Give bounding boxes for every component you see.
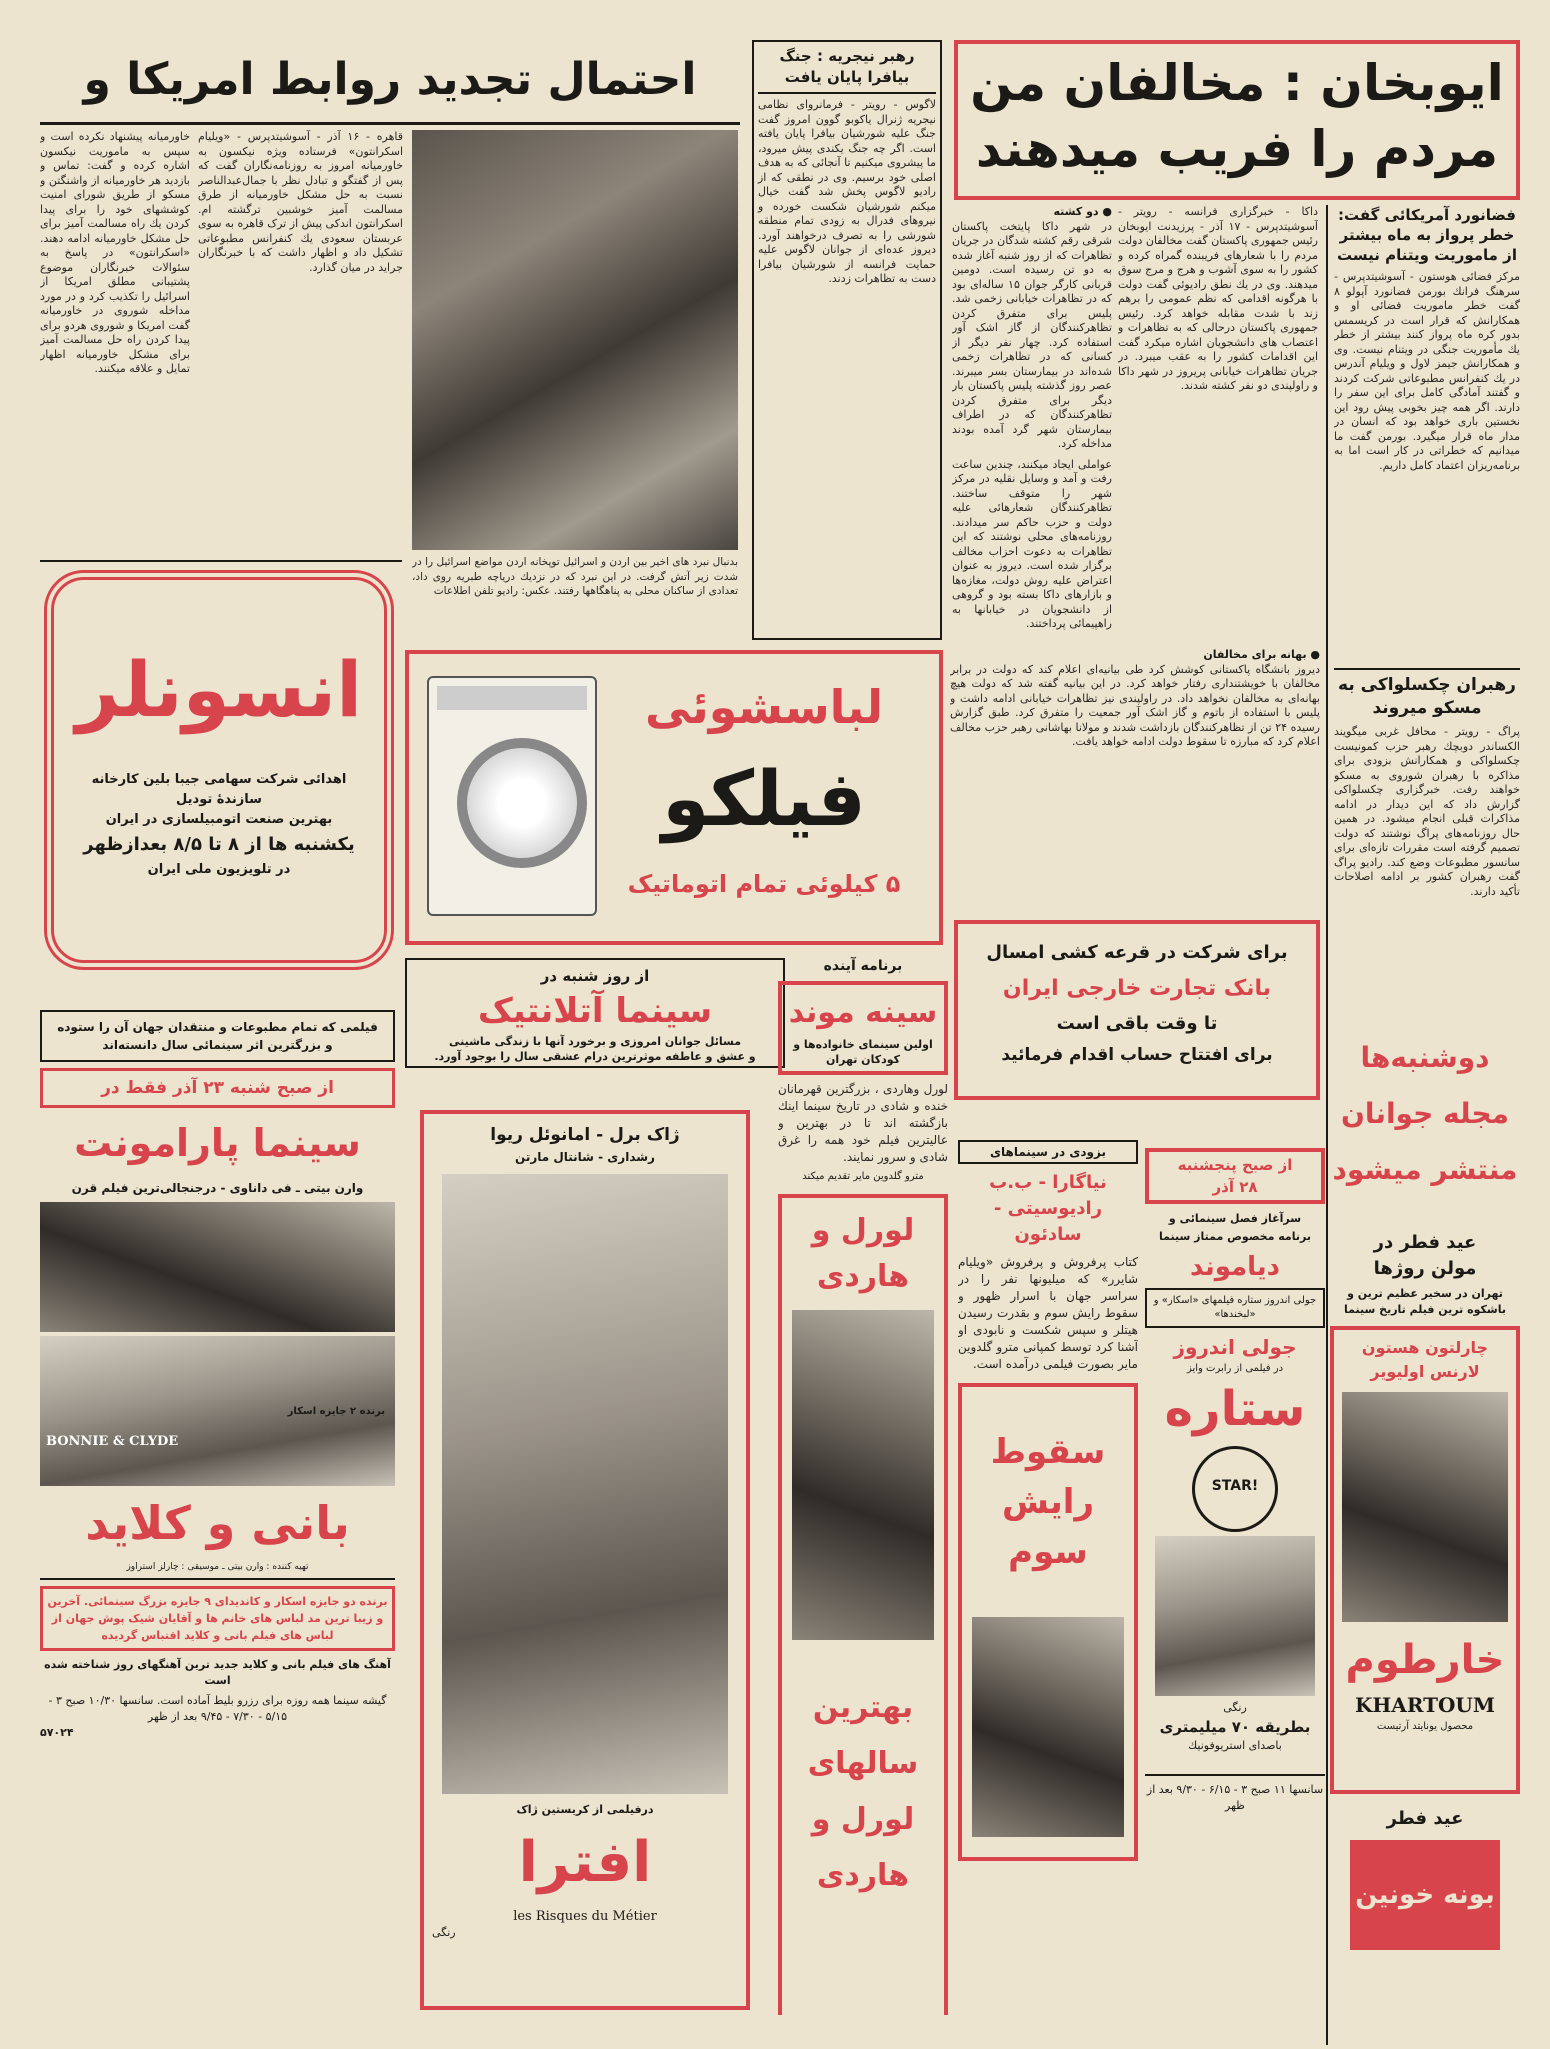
biafra-headline: رهبر نیجریه : جنگ بیافرا پایان یافت: [758, 46, 936, 94]
ad-diamond: [1145, 1148, 1325, 2018]
khartoum-head2: مولن روژها: [1373, 1258, 1477, 1279]
bonnie-clyde-logo: BONNIE & CLYDE: [46, 1434, 179, 1449]
atlantic-cinema: سینما آتلانتیک: [477, 991, 713, 1031]
ad-niagara: [958, 1140, 1138, 2010]
aftera-photo: [442, 1174, 728, 1794]
paramount-cinema: سینما پارامونت: [74, 1121, 361, 1165]
ayub-headline-line2: مردم را فریب میدهند: [975, 120, 1499, 178]
ad-bank: [954, 920, 1320, 1100]
paramount-intro2: و بزرگترین اثر سینمائی سال دانسته‌اند: [102, 1038, 333, 1052]
paramount-photo-top: [40, 1202, 395, 1332]
ad-mond: [778, 955, 948, 2015]
ansonler-line3: یکشنبه ها از ۸ تا ۸/۵ بعدازظهر: [83, 834, 355, 855]
laurel-hardy-photo: [792, 1310, 934, 1640]
paramount-title: بانی و کلاید: [85, 1496, 350, 1550]
niagara-head: بزودی در سینماهای: [958, 1140, 1138, 1164]
mond-poster-bottom: بهترین سالهای لورل و هاردی: [807, 1690, 919, 1893]
paramount-song: آهنگ های فیلم بانی و کلاید جدید ترین آهنگهای روز شناخته شده است: [44, 1658, 391, 1687]
ansonler-title: انسونلر: [75, 645, 363, 734]
news-photo: [412, 130, 738, 550]
paramount-stars: وارن بیتی ـ فی داناوی - درجنجالی‌ترین فیلم قرن: [71, 1181, 364, 1195]
paramount-photo-bottom: [40, 1336, 395, 1486]
ad-javanan: [1330, 1030, 1520, 1220]
mond-box: [778, 981, 948, 1075]
ansonler-line4: در تلویزیون ملی ایران: [147, 862, 291, 877]
diamond-color: رنگی: [1223, 1701, 1247, 1714]
ad-ansonler: [44, 570, 394, 970]
paramount-intro: [40, 1010, 395, 1062]
diamond-tech: بطریقه ۷۰ میلیمتری: [1159, 1718, 1311, 1736]
khartoum-logo: KHARTOUM: [1355, 1693, 1495, 1717]
diamond-sub3: در فیلمی از رابرت وایز: [1186, 1363, 1284, 1374]
ad-philco: [405, 650, 943, 945]
photo-caption: بدنبال نبرد های اخیر بین اردن و اسرائیل توپخانه اردن مواضع اسرائیل را در شدت زیر آتش گرفت. در این نبرد که در نزدیك دریاچه طبریه روی داد، تعدادی از ساکنان محلی به پناهگاهها رفتند. عکس: رادیو تلفن اطلاعات: [412, 556, 738, 597]
ayub-col1: داکا - خبرگزاری فرانسه - رویتر - آسوشیتدپرس - ۱۷ آذر - پرزیدنت ایوبخان رئیس جمهوری پاکستان گفت مخالفان دولت مردم را با شعارهای فریبنده گمراه کرده و کشور را به سوی آشوب و هرج و مرج سوق میدهند. وی در یك نطق رادیوئی گفت دولت با هرگونه اقدامی که نظم عمومی را برهم زند با شدت مقابله خواهد کرد. رئیس جمهوری پاکستان درحالی که به تظاهرات و اعتصاب های دانشجویان اشاره میکرد گفت این اقدامات کشور را به عقب میبرد. در جریان تظاهرات خیابانی پریروز در شهر داکا و راولپندی دو نفر کشته شدند.: [1118, 205, 1318, 392]
diamond-star: جولی اندروز: [1173, 1335, 1297, 1359]
aftera-credit: درفیلمی از کریستین ژاک: [516, 1803, 654, 1816]
washer-image: [427, 676, 597, 916]
aftera-logo: les Risques du Métier: [513, 1909, 657, 1924]
biafra-body: لاگوس - رویتر - فرمانروای نظامی نیجریه ژنرال یاکوبو گوون امروز گفت جنگ علیه شورشیان بیافرا پایان یافته است. اگر چه جنگ یکندی پیش میرود، ما پیشروی میکنیم تا آنجائی که به هدف اصلی خود برسیم. وی در نطقی که از رادیو لاگوس پخش شد گفت خیال میکنم شورشیان شکست خورده و نیروهای فدرال به زودی تمام منطقه شورشی را به تصرف درخواهند آورد. دیروز عده‌ای از جوانان لاگوس علیه حمایت فرانسه از شورشیان بیافرا دست به تظاهرات زدند.: [758, 98, 936, 285]
niagara-body: کتاب پرفروش و پرفروش «ویلیام شایرر» که میلیونها نفر را در سراسر جهان با اسرار ظهور و سقوط رایش سوم و بقدرت رسیدن هیتلر و سپس شکست و نابودی او آشنا کرد توسط کمپانی مترو گلدوین مایر بصورت فیلمی درآمده است.: [958, 1255, 1138, 1371]
atlantic-sub2: و عشق و عاطفه موثرترین درام عشقی سال را بوجود آورد.: [434, 1050, 756, 1063]
reich-photo: [972, 1617, 1124, 1837]
khartoum-poster: [1330, 1326, 1520, 1794]
diamond-head2: ۲۸ آذر: [1212, 1178, 1258, 1196]
aftera-stars2: رشداری - شانتال مارتن: [515, 1150, 655, 1164]
philco-line3: ۵ کیلوئی تمام اتوماتیک: [627, 870, 901, 898]
ad-khartoum: [1330, 1230, 1520, 2020]
egypt-col-left: خاورمیانه پیشنهاد نکرده است و سپس به ماموریت نیکسون اشاره کرده و گفت: تماس و بازدید هر خاورمیانه از واشنگتن و مسکو از طریق شورای امنیت کوششهای خود را برای پیدا کردن یك راه مسالمت آمیز برای حل مشکل خاورمیانه ادامه دهند. «اسکرانتون» در پاسخ به سئوالات خبرنگاران موضوع پشتیبانی مطلق امریکا از اسرائیل را تکذیب کرد و در مورد مداخله شوروی در خاورمیانه گفت امریکا و شوروی هردو برای پیدا کردن راه حل مسالمت آمیز برای مشکل خاورمیانه اظهار تمایل و علاقه میکنند.: [40, 130, 190, 375]
ayub-col4-head: ● بهانه برای مخالفان: [1203, 648, 1320, 661]
ayub-col4: [950, 648, 1320, 918]
diamond-head1: از صبح پنجشنبه: [1177, 1156, 1293, 1174]
ad-atlantic-header: [405, 958, 785, 1068]
paramount-date: از صبح شنبه ۲۳ آذر فقط در: [40, 1068, 395, 1108]
khartoum-photo: [1342, 1392, 1508, 1622]
diamond-sub2: برنامه مخصوص ممتاز سینما: [1159, 1230, 1311, 1243]
star-photo: [1155, 1536, 1315, 1696]
diamond-sound: باصدای استریوفونیك: [1188, 1739, 1282, 1752]
ayub-col3-text: عواملی ایجاد میکنند، چندین ساعت رفت و آمد و وسایل نقلیه در مرکز شهر را متوقف ساختند. تظاهرکنندگان شعارهائی علیه دولت و حزب حاکم سر میدادند. روزنامه‌های محلی نوشتند که این تظاهرات به دعوت احزاب مخالف برگزار شده است. دیروز به عنوان اعتراض علیه روش دولت، مغازه‌ها و بازارهای داکا بسته بود و گروهی از دانشجویان در خیابانها به راهپیمائی پرداختند.: [952, 457, 1112, 630]
javanan-line2: مجله جوانان: [1341, 1097, 1509, 1130]
ayub-col2: [952, 205, 1112, 645]
khartoum-bottom: بونه خونین: [1355, 1880, 1495, 1910]
javanan-line3: منتشر میشود: [1332, 1153, 1518, 1186]
egypt-headline: [40, 40, 740, 120]
khartoum-sub2: محصول یونایتد آرتیست: [1376, 1721, 1474, 1732]
ansonler-line2: بهترین صنعت اتومبیلسازی در ایران: [105, 812, 333, 827]
mond-sub: اولین سینمای خانواده‌ها و کودکان تهران: [793, 1038, 933, 1066]
paramount-intro1: فیلمی که تمام مطبوعات و منتقدان جهان آن را ستوده: [57, 1020, 378, 1034]
space-body: مرکز فضائی هوستون - آسوشیتدپرس - سرهنگ فرانك بورمن فضانورد آپولو ۸ گفت خطر ماموریت فضائی او و همکارانش که قرار است در کریسمس بدور کره ماه پرواز کنند بیشتر از خطر یك مأموریت جنگی در ویتنام نیست. وی و همکارانش جیمز لاول و ویلیام آندرس در یك کنفرانس مطبوعاتی شرکت کردند و گفتند آمادگی کامل برای این سفر را دارند. اگر همه چیز بخوبی پیش رود این نخستین باری خواهد بود که انسان در مدار ماه قرار میگیرد. بورمن گفت ما میدانیم که خطراتی در کار است اما به برنامه‌ریزان اعتماد کامل داریم.: [1334, 270, 1520, 472]
bank-line1: برای شرکت در قرعه کشی امسال: [986, 942, 1288, 963]
czech-headline: رهبران چکسلواکی به مسکو میروند: [1338, 675, 1516, 718]
paramount-credits: تهیه کننده : وارن بیتی ـ موسیقی : چارلز استراوز: [40, 1560, 395, 1580]
ad-aftera: [420, 1110, 750, 2010]
paramount-note: برنده دو جایزه اسکار و کاندیدای ۹ جایزه بزرگ سینمائی. آخرین و زیبا ترین مد لباس های خانم ها و آقایان شیک پوش جهان از لباس های فیلم بانی و کلاید اقتباس گردیده: [40, 1586, 395, 1651]
ansonler-line1: اهدائی شرکت سهامی جیبا بلین کارخانه سازندۀ تودیل: [91, 772, 347, 807]
aftera-title: افترا: [518, 1830, 652, 1895]
khartoum-title: خارطوم: [1345, 1637, 1505, 1683]
bank-line4: برای افتتاح حساب اقدام فرمائید: [1001, 1045, 1273, 1065]
ad-paramount: [40, 1010, 395, 2010]
egypt-headline-text: احتمال تجدید روابط امریکا و: [83, 54, 697, 105]
diamond-title: ستاره: [1164, 1381, 1306, 1437]
mond-credit: مترو گلدوین مایر تقدیم میکند: [802, 1171, 924, 1182]
mond-blurb: لورل وهاردی ، بزرگترین قهرمانان خنده و شادی در تاریخ سینما اینك بازگشته اند تا در بهترین و عالیترین فیلم خود همه را غرق شادی و سرور نمایند.: [778, 1082, 948, 1164]
bank-line3: تا وقت باقی است: [1056, 1013, 1218, 1034]
philco-brand: فیلکو: [662, 754, 866, 843]
mond-poster: [778, 1194, 948, 2015]
mond-head: برنامه آینده: [823, 958, 903, 974]
khartoum-eid: عید فطر: [1386, 1808, 1464, 1829]
ayub-headline-line1: ایوبخان : مخالفان من: [970, 54, 1504, 112]
aftera-color: رنگی: [432, 1926, 456, 1939]
czech-story: [1334, 674, 1520, 1019]
diamond-date-box: [1145, 1148, 1325, 1204]
khartoum-stars1: چارلتون هستون: [1361, 1338, 1489, 1357]
ayub-col4-text: دیروز بانشگاه پاکستانی کوشش کرد طی بیانیه‌ای اعلام کند که دولت در برابر مخالفان با خویشتنداری رفتار خواهد کرد. در این بیانیه گفته شد که دولت هیچ بهانه‌ای به مخالفان نخواهد داد. در راولپندی نیز تظاهرات خیابانی ادامه داشت و پلیس با استفاده از باتوم و گاز اشک آور جمعیت را متفرق کرد. طبق گزارش رسیده ۲۴ تن از تظاهرکنندگان بازداشت شدند و مولانا بهاشانی رهبر حزب مخالف اعلام کرد که مبارزه تا سقوط دولت ادامه خواهد یافت.: [950, 662, 1320, 748]
star-badge: STAR!: [1192, 1446, 1278, 1532]
khartoum-stars2: لارنس اولیویر: [1370, 1362, 1480, 1381]
khartoum-head1: عید فطر در: [1373, 1232, 1477, 1253]
atlantic-sub1: مسائل جوانان امروزی و برخورد آنها با زندگی ماشینی: [448, 1035, 741, 1048]
space-story: [1334, 205, 1520, 665]
philco-line1: لباسشوئی: [644, 680, 884, 734]
ayub-headline-box: [954, 40, 1520, 200]
diamond-box: جولی اندروز ستاره فیلمهای «اسکار» و «لبخندها»: [1145, 1288, 1325, 1328]
diamond-times: سانسها ۱۱ صبح ۳ - ۶/۱۵ - ۹/۳۰ بعد از ظهر: [1145, 1774, 1325, 1814]
atlantic-head: از روز شنبه در: [540, 967, 650, 985]
paramount-phone: ۵۷۰۲۴: [40, 1726, 74, 1739]
ayub-col2-text: در شهر داکا پایتخت پاکستان شرقی رقم کشته شدگان در جریان تظاهرات که از روز شنبه آغاز شده به دو تن رسیده است. دومین قربانی کارگر جوان ۱۵ ساله‌ای بود که در تظاهرات خیابانی زخمی شد. پلیس برای متفرق کردن تظاهرکنندگان از گاز اشک آور استفاده کرد. چهار نفر دیگر از کسانی که در تظاهرات زخمی شده‌اند در بیمارستان بسر میبرند. عصر روز گذشته پلیس پاکستان بار دیگر برای متفرق کردن تظاهرکنندگان که در اطراف بیمارستان شهر گرد آمده بودند مداخله کرد.: [952, 219, 1112, 450]
diamond-sub1: سرآغاز فصل سینمائی و: [1168, 1212, 1302, 1225]
paramount-awards: برنده ۲ جایزه اسکار: [287, 1406, 385, 1417]
ayub-col2-head: ● دو کشته: [1053, 205, 1112, 218]
czech-body: پراگ - رویتر - محافل غربی میگویند الکساندر دوبچك رهبر حزب کمونیست چکسلواکی و همکارانش بزودی برای مذاکره با رهبران شوروی به مسکو خواهند رفت. خبرگزاری چکسلواکی گزارش داد که این دیدار در ادامه مذاکرات قبلی انجام میشود. در همین حال روزنامه‌های پراگ نوشتند که دولت تصمیم گرفته است مقررات تازه‌ای برای سانسور مطبوعات وضع کند. رادیو پراگ گفت رهبران کشور بر ادامه اصلاحات تأکید دارند.: [1334, 725, 1520, 898]
reich-poster: [958, 1383, 1138, 1861]
egypt-col-right: قاهره - ۱۶ آذر - آسوشیتدپرس - «ویلیام اسکرانتون» فرستاده ویژه نیکسون به خاورمیانه امروز به روزنامه‌نگاران گفت که پس از گفتگو و تبادل نظر با جمال‌عبدالناصر نسبت به حل مشکل خاورمیانه از طرق مسالمت آمیز خوشبین ترگشته ام. اسکرانتون اندکی پیش از ترک قاهره به سوی عربستان سعودی یك کنفرانس مطبوعاتی تشکیل داد و اظهار داشت که با خبرنگاران جراید در میان گذارد.: [198, 130, 403, 274]
paramount-times: گیشه سینما همه روزه برای رزرو بلیط آماده است. سانسها ۱۰/۳۰ صبح ۳ - ۵/۱۵ - ۷/۳۰ - ۹/۴۵ بعد از ظهر: [48, 1694, 387, 1723]
biafra-box: [752, 40, 942, 640]
bank-line2: بانک تجارت خارجی ایران: [1002, 976, 1272, 1001]
mond-poster-title: لورل و هاردی: [811, 1213, 915, 1294]
javanan-line1: دوشنبه‌ها: [1360, 1041, 1490, 1074]
diamond-cinema: دیاموند: [1189, 1252, 1281, 1282]
reich-title: سقوط رایش سوم: [990, 1432, 1106, 1572]
mond-cinema: سینه موند: [788, 995, 938, 1030]
khartoum-sub: تهران در سخیر عظیم ترین و باشکوه ترین فیلم تاریخ سینما: [1344, 1287, 1506, 1316]
space-headline: فضانورد آمریکائی گفت: خطر پرواز به ماه بیشتر از ماموریت ویتنام نیست: [1337, 206, 1517, 264]
aftera-stars: ژاک برل - امانوئل ریوا: [490, 1125, 680, 1145]
niagara-names: نیاگارا - ب.ب رادیوسیتی - سادئون: [989, 1172, 1107, 1245]
khartoum-bottom-box: [1350, 1840, 1500, 1950]
